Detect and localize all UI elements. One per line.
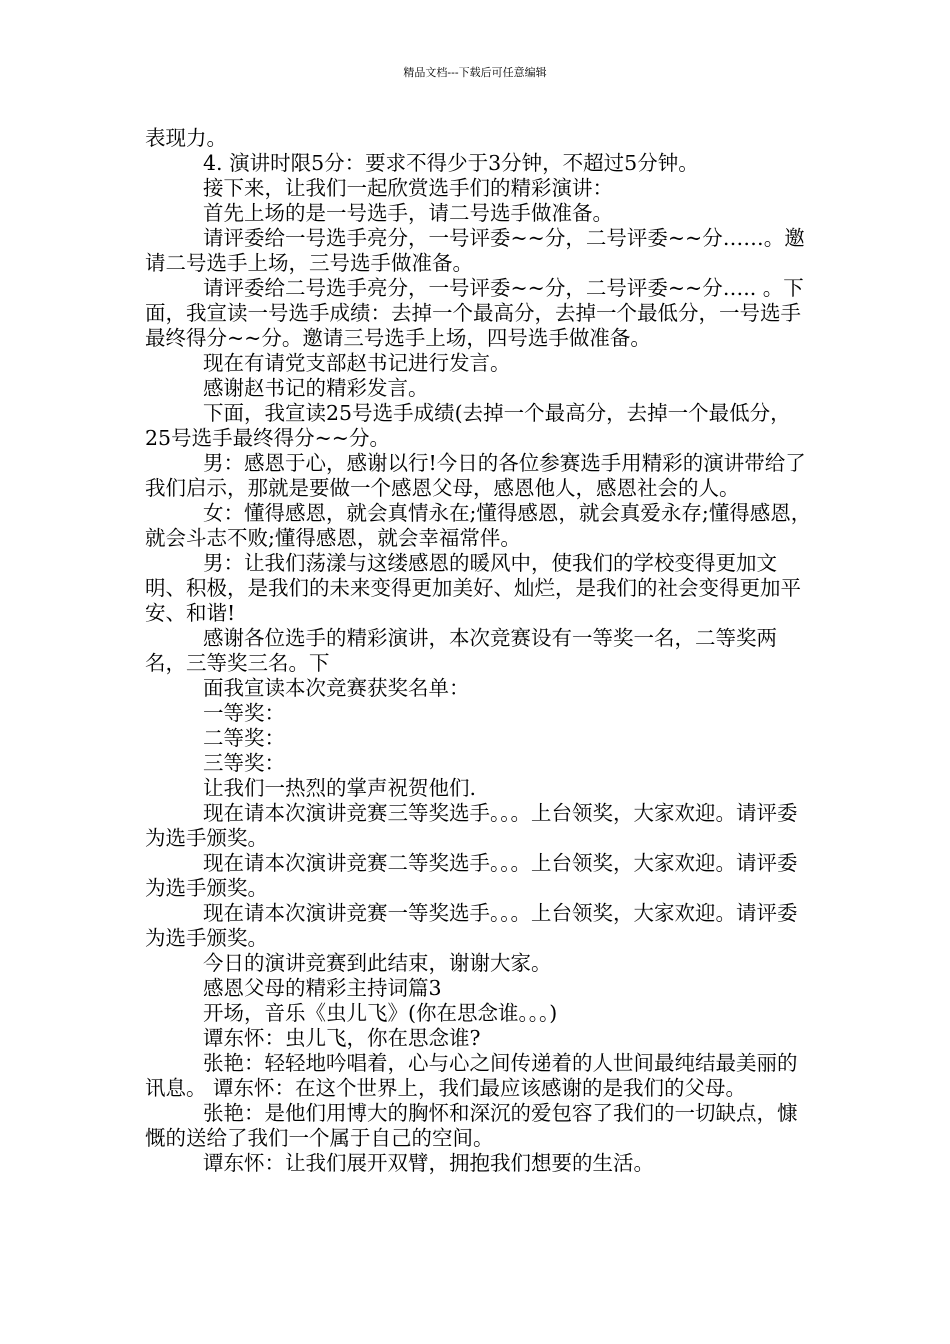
paragraph: 开场，音乐《虫儿飞》(你在思念谁。。。): [203, 1001, 558, 1025]
page-header: 精品文档---下载后可任意编辑: [403, 66, 547, 79]
paragraph: 感谢各位选手的精彩演讲，本次竞赛设有一等奖一名，二等奖两名，三等奖三名。下: [145, 626, 777, 675]
paragraph: 现在请本次演讲竞赛二等奖选手。。。上台领奖，大家欢迎。请评委为选手颁奖。: [145, 851, 798, 900]
paragraph: 接下来，让我们一起欣赏选手们的精彩演讲：: [203, 176, 613, 200]
section-heading: 感恩父母的精彩主持词篇3: [203, 976, 442, 1000]
paragraph: 现在请本次演讲竞赛一等奖选手。。。上台领奖，大家欢迎。请评委为选手颁奖。: [145, 901, 798, 950]
paragraph: 让我们一热烈的掌声祝贺他们.: [203, 776, 477, 800]
paragraph: 请评委给一号选手亮分，一号评委~~分，二号评委~~分……。邀请二号选手上场，三号选手做准备。: [145, 226, 805, 275]
paragraph: 男：感恩于心，感谢以行!今日的各位参赛选手用精彩的演讲带给了我们启示，那就是要做一个感恩父母，感恩他人，感恩社会的人。: [145, 451, 806, 500]
paragraph: 4. 演讲时限5分：要求不得少于3分钟，不超过5分钟。: [203, 151, 699, 175]
paragraph: 三等奖：: [203, 751, 285, 775]
paragraph: 谭东怀：让我们展开双臂，拥抱我们想要的生活。: [203, 1151, 654, 1175]
paragraph: 请评委给二号选手亮分，一号评委~~分，二号评委~~分….. 。下面，我宣读一号选手成绩：去掉一个最高分，去掉一个最低分，一号选手最终得分~~分。邀请三号选手上场，四号选手做准备。: [145, 276, 804, 350]
paragraph: 张艳：是他们用博大的胸怀和深沉的爱包容了我们的一切缺点，慷慨的送给了我们一个属于自己的空间。: [145, 1101, 798, 1150]
document-body: [145, 126, 813, 1176]
paragraph: 一等奖：: [203, 701, 285, 725]
paragraph: 首先上场的是一号选手，请二号选手做准备。: [203, 201, 613, 225]
paragraph: 今日的演讲竞赛到此结束，谢谢大家。: [203, 951, 552, 975]
paragraph: 现在请本次演讲竞赛三等奖选手。。。上台领奖，大家欢迎。请评委为选手颁奖。: [145, 801, 798, 850]
paragraph: 下面，我宣读25号选手成绩(去掉一个最高分，去掉一个最低分，25号选手最终得分~~分。: [145, 401, 791, 450]
paragraph: 感谢赵书记的精彩发言。: [203, 376, 429, 400]
paragraph: 表现力。: [145, 126, 227, 150]
paragraph: 女：懂得感恩，就会真情永在;懂得感恩，就会真爱永存;懂得感恩，就会斗志不败;懂得感恩，就会幸福常伴。: [145, 501, 812, 550]
paragraph: 面我宣读本次竞赛获奖名单：: [203, 676, 470, 700]
paragraph: 现在有请党支部赵书记进行发言。: [203, 351, 511, 375]
paragraph: 张艳：轻轻地吟唱着，心与心之间传递着的人世间最纯结最美丽的讯息。 谭东怀：在这个世界上，我们最应该感谢的是我们的父母。: [145, 1051, 798, 1100]
paragraph: 谭东怀：虫儿飞，你在思念谁?: [203, 1026, 481, 1050]
paragraph: 男：让我们荡漾与这缕感恩的暖风中，使我们的学校变得更加文明、积极，是我们的未来变得更加美好、灿烂，是我们的社会变得更加平安、和谐!: [145, 551, 801, 625]
paragraph: 二等奖：: [203, 726, 285, 750]
